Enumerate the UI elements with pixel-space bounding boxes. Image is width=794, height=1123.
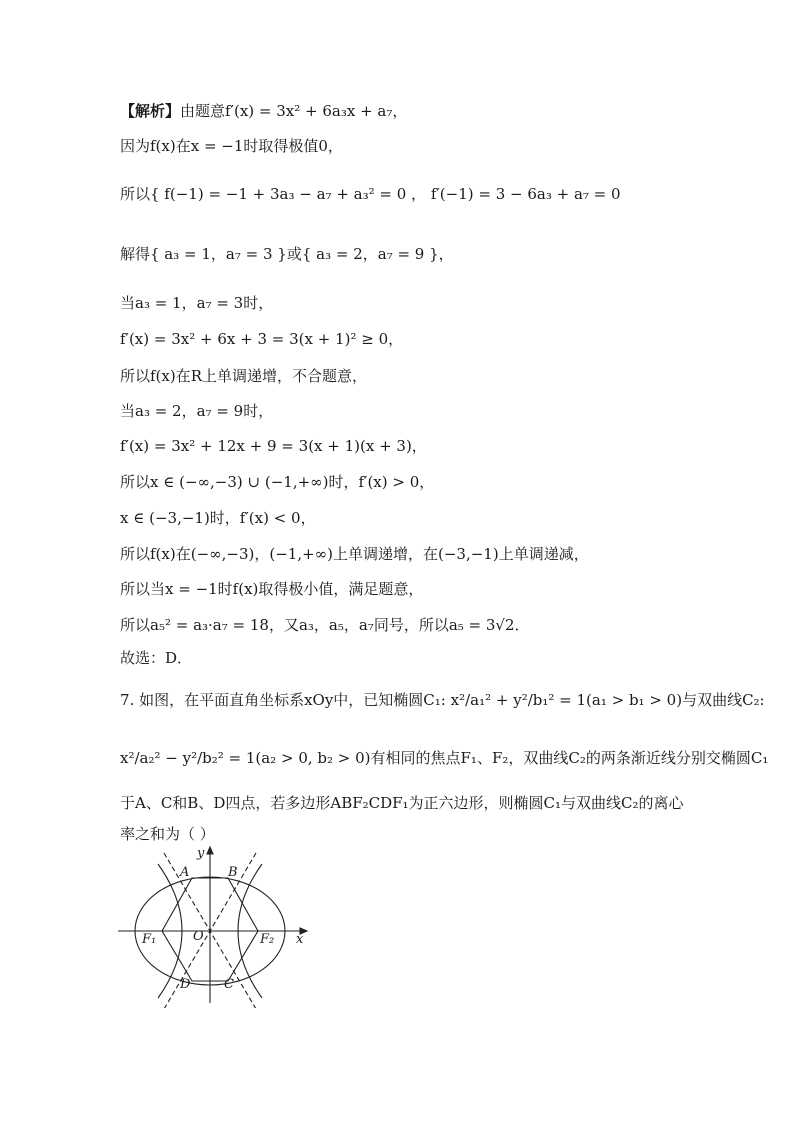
line-1: 【解析】由题意f′(x) = 3x² + 6a₃x + a₇， — [120, 102, 408, 120]
y-axis-arrow — [207, 847, 213, 854]
label-x: x — [296, 932, 304, 947]
label-c: C — [224, 977, 234, 992]
analysis-label: 【解析】 — [120, 102, 181, 120]
line-8: 当a₃ = 2，a₇ = 9时， — [120, 402, 274, 420]
geometry-figure — [118, 843, 318, 1008]
line-10: 所以x ∈ (−∞,−3) ∪ (−1,+∞)时，f′(x) > 0， — [120, 473, 435, 491]
line-4: 解得{ a₃ = 1，a₇ = 3 }或{ a₃ = 2，a₇ = 9 }， — [120, 245, 454, 263]
question-line-1: 7. 如图，在平面直角坐标系xOy中，已知椭圆C₁: x²/a₁² + y²/b₁² = 1(a₁ > b₁ > 0)与双曲线C₂: — [120, 691, 765, 709]
question-line-3: 于A、C和B、D四点，若多边形ABF₂CDF₁为正六边形，则椭圆C₁与双曲线C₂的离心 — [120, 794, 684, 812]
line-15: 故选：D． — [120, 649, 193, 667]
question-line-4: 率之和为（ ） — [120, 825, 215, 843]
line-12: 所以f(x)在(−∞,−3)，(−1,+∞)上单调递增，在(−3,−1)上单调递减， — [120, 545, 589, 563]
line-11: x ∈ (−3,−1)时，f′(x) < 0， — [120, 509, 316, 527]
line-2: 因为f(x)在x = −1时取得极值0， — [120, 137, 343, 155]
label-b: B — [228, 865, 238, 880]
line-5: 当a₃ = 1，a₇ = 3时， — [120, 294, 274, 312]
label-f1: F₁ — [142, 932, 157, 947]
label-d: D — [180, 977, 191, 992]
label-y: y — [197, 846, 205, 861]
label-o: O — [193, 929, 204, 944]
label-f2: F₂ — [260, 932, 275, 947]
line-7: 所以f(x)在R上单调递增，不合题意， — [120, 367, 368, 385]
line-6: f′(x) = 3x² + 6x + 3 = 3(x + 1)² ≥ 0， — [120, 330, 404, 348]
line-14: 所以a₅² = a₃·a₇ = 18，又a₃，a₅，a₇同号，所以a₅ = 3√2． — [120, 616, 530, 634]
line-9: f′(x) = 3x² + 12x + 9 = 3(x + 1)(x + 3)， — [120, 437, 427, 455]
line-3: 所以{ f(−1) = −1 + 3a₃ − a₇ + a₃² = 0 ， f′(−1) = 3 − 6a₃ + a₇ = 0 — [120, 185, 621, 203]
line-13: 所以当x = −1时f(x)取得极小值，满足题意， — [120, 580, 424, 598]
question-line-2: x²/a₂² − y²/b₂² = 1(a₂ > 0, b₂ > 0)有相同的焦点F₁、F₂，双曲线C₂的两条渐近线分别交椭圆C₁ — [120, 749, 769, 767]
label-a: A — [180, 865, 190, 880]
